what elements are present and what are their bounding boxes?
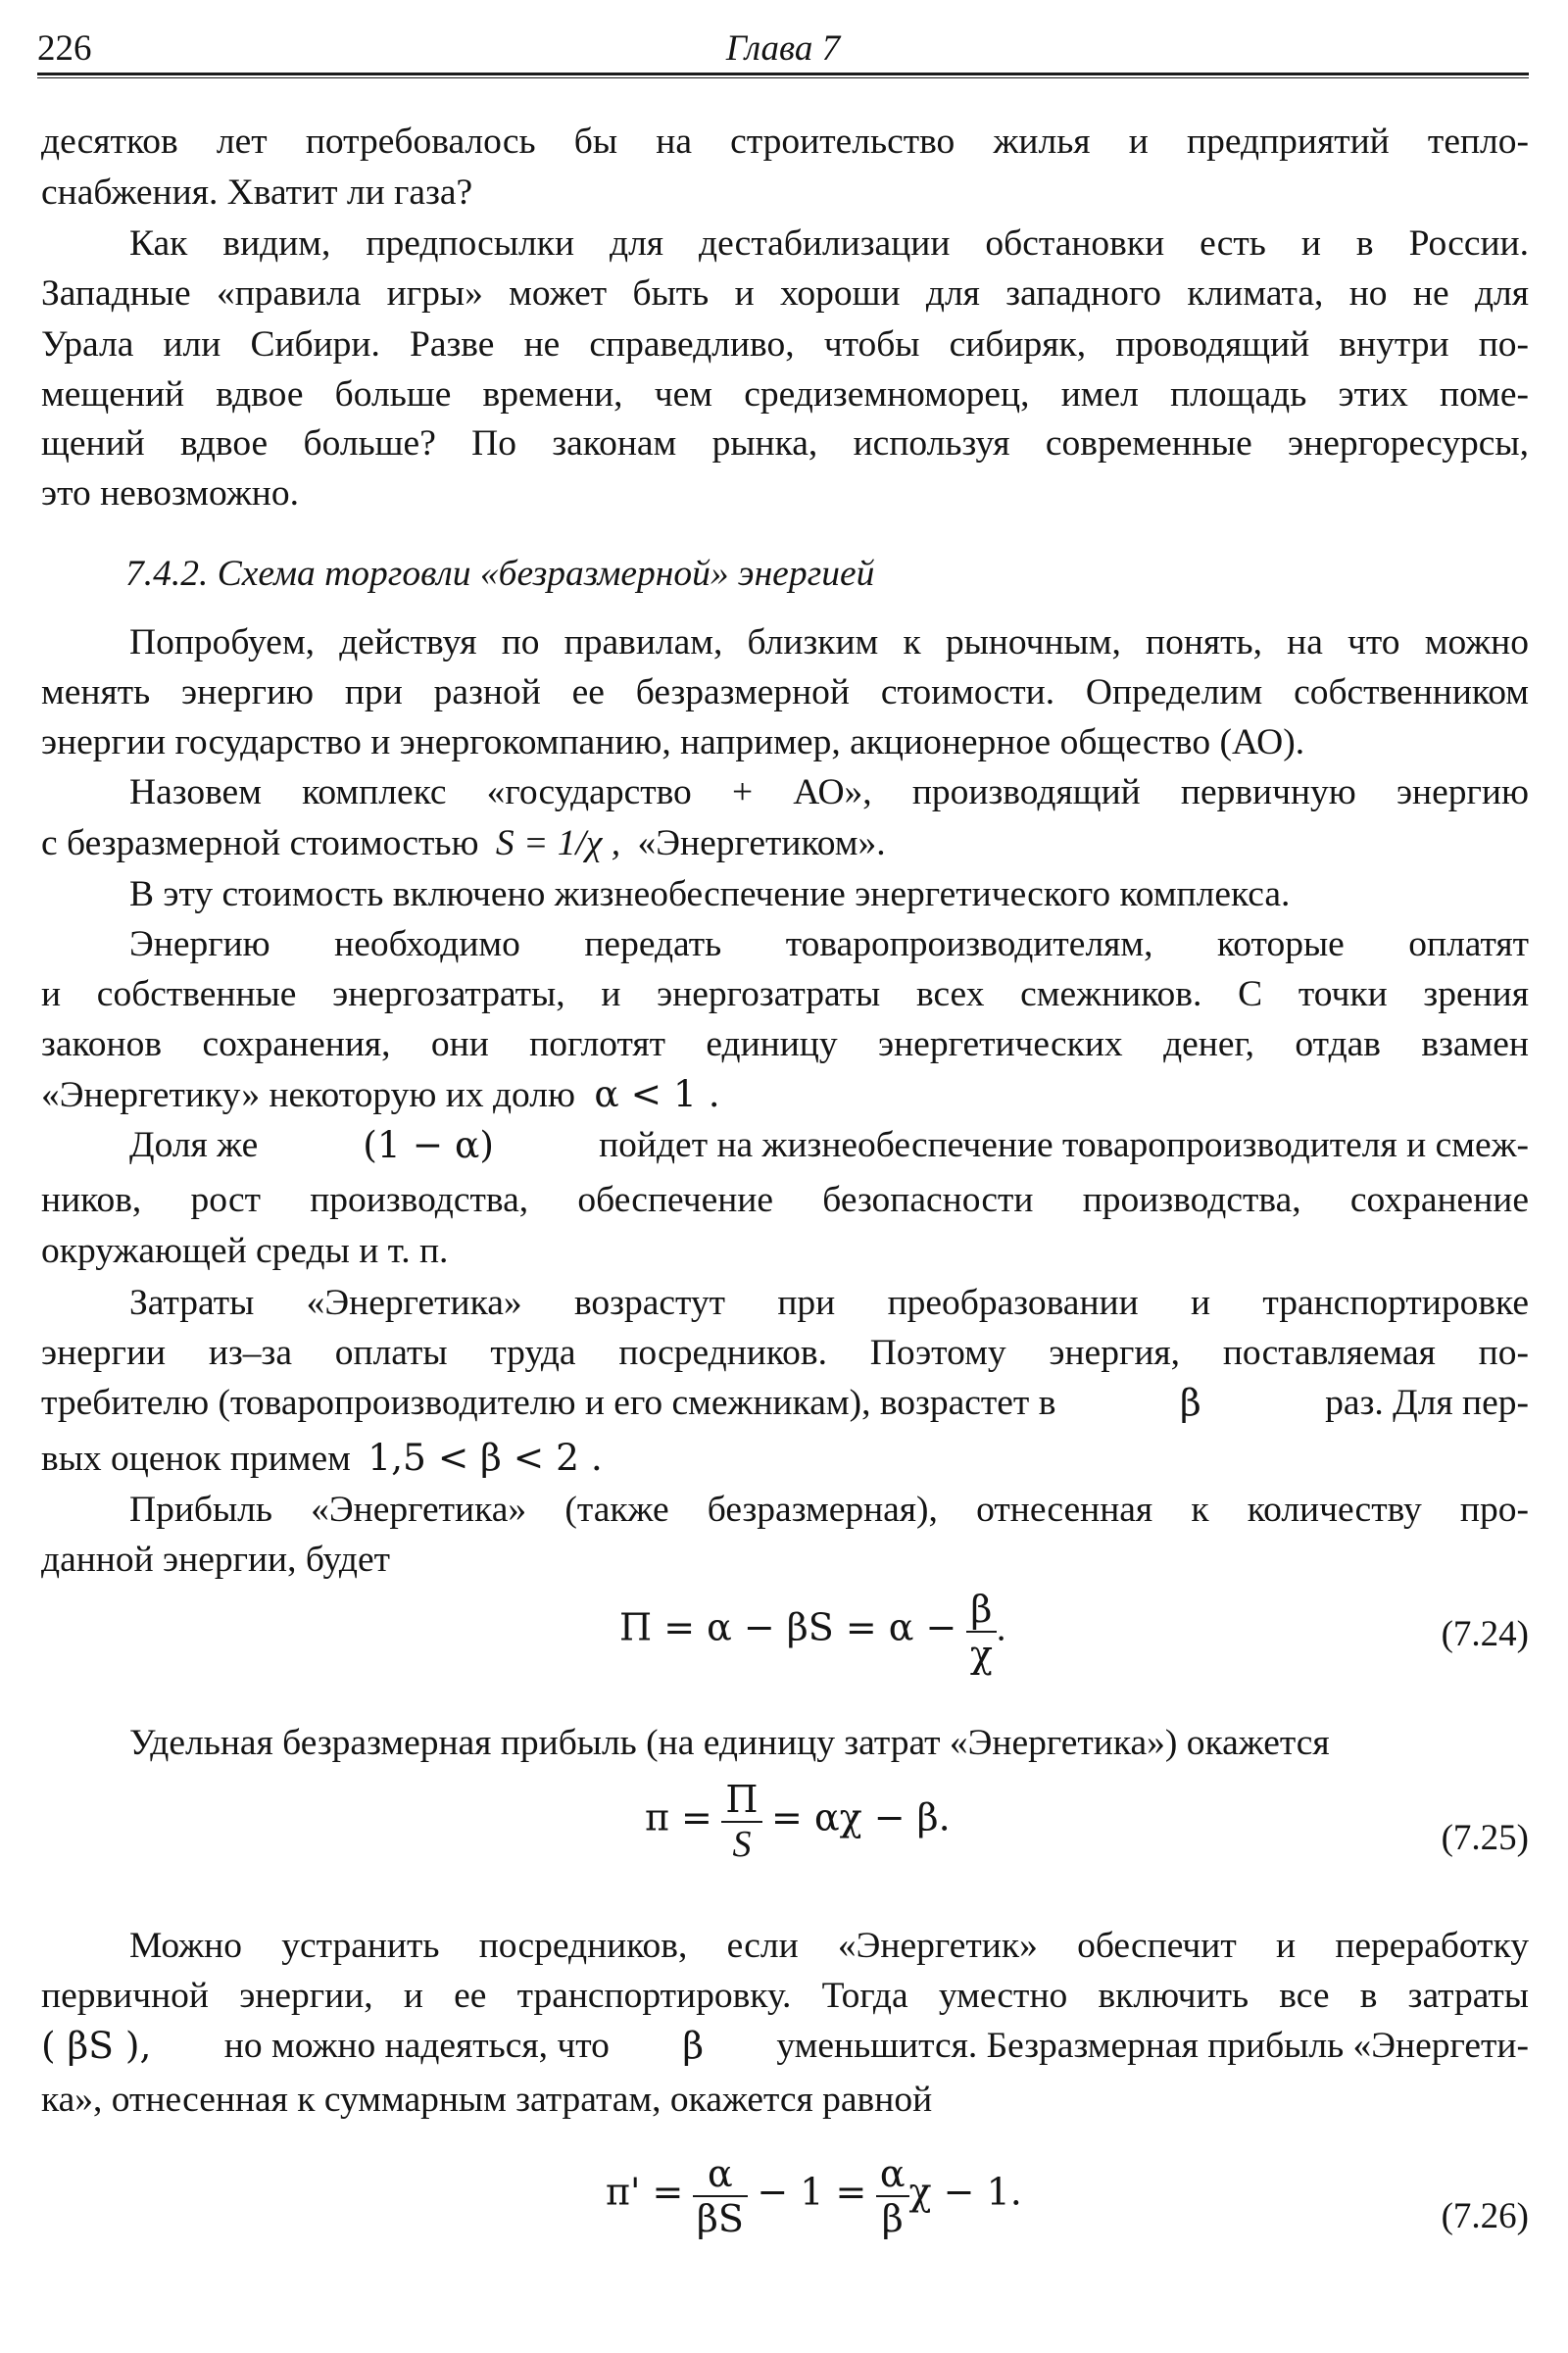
eq25-denominator: S	[732, 1824, 752, 1865]
text-line: и собственные энергозатраты, и энергозатраты всех смежников. С точки зрения	[41, 974, 1529, 1014]
text-line: Энергию необходимо передать товаропроизводителям, которые оплатят	[129, 924, 1529, 964]
text-line: менять энергию при разной ее безразмерной стоимости. Определим собственником	[41, 672, 1529, 712]
section-heading: 7.4.2. Схема торговли «безразмерной» энергией	[125, 554, 875, 594]
formula-beta-range: 1,5 < β < 2 .	[368, 1436, 603, 1479]
formula-beta-s: ( βS ),	[41, 2024, 152, 2067]
formula-beta: β	[1179, 1381, 1201, 1424]
text-line: Попробуем, действуя по правилам, близким к рыночным, понять, на что можно	[129, 622, 1529, 662]
equation-7-25	[645, 1778, 951, 1866]
text-line: энергии государство и энергокомпанию, например, акционерное общество (АО).	[41, 722, 1305, 762]
formula-one-minus-alpha: (1 − α)	[363, 1123, 495, 1166]
eq25-numerator: Π	[725, 1778, 759, 1821]
eq26-lhs: π' =	[606, 2170, 684, 2214]
equation-number-7-24: (7.24)	[1441, 1614, 1529, 1654]
header-rule	[37, 73, 1529, 75]
equation-number-7-25: (7.25)	[1441, 1818, 1529, 1858]
formula-beta-2: β	[682, 2024, 704, 2067]
text-line: Затраты «Энергетика» возрастут при преобразовании и транспортировке	[129, 1283, 1529, 1323]
text-line: Как видим, предпосылки для дестабилизации обстановки есть и в России.	[129, 223, 1529, 264]
eq24-denominator: χ	[969, 1633, 993, 1676]
text-span: с безразмерной стоимостью	[41, 823, 479, 863]
text-span: «Энергетику» некоторую их долю	[41, 1075, 576, 1115]
eq26-numerator-2: α	[879, 2152, 906, 2195]
text-line	[41, 1381, 1529, 1424]
page-number: 226	[37, 28, 92, 69]
text-span: Доля же	[129, 1125, 259, 1165]
text-span: уменьшится. Безразмерная прибыль «Энергети-	[776, 2026, 1529, 2066]
text-line: Западные «правила игры» может быть и хороши для западного климата, но не для	[41, 273, 1529, 314]
text-line: снабжения. Хватит ли газа?	[41, 172, 473, 213]
text-span: «Энергетиком».	[637, 823, 886, 863]
text-line: Прибыль «Энергетика» (также безразмерная), отнесенная к количеству про-	[129, 1490, 1529, 1530]
text-line: мещений вдвое больше времени, чем средиземноморец, имел площадь этих поме-	[41, 374, 1529, 415]
text-line: первичной энергии, и ее транспортировку. Тогда уместно включить все в затраты	[41, 1976, 1529, 2016]
eq26-denominator-1: βS	[696, 2197, 744, 2240]
text-span: пойдет на жизнеобеспечение товаропроизводителя и смеж-	[599, 1125, 1529, 1165]
text-line: энергии из–за оплаты труда посредников. Поэтому энергия, поставляемая по-	[41, 1333, 1529, 1373]
text-line: В эту стоимость включено жизнеобеспечение энергетического комплекса.	[129, 874, 1291, 914]
running-title: Глава 7	[725, 28, 841, 69]
text-line: законов сохранения, они поглотят единицу энергетических денег, отдав взамен	[41, 1024, 1529, 1064]
eq26-denominator-2: β	[881, 2197, 904, 2240]
text-line	[41, 825, 886, 862]
text-line: данной энергии, будет	[41, 1540, 391, 1580]
text-span: но можно надеяться, что	[223, 2026, 610, 2066]
equation-7-26	[606, 2152, 1022, 2240]
text-line: Назовем комплекс «государство + АО», производящий первичную энергию	[129, 772, 1529, 812]
eq24-tail: .	[996, 1607, 1006, 1649]
text-line: ка», отнесенная к суммарным затратам, окажется равной	[41, 2080, 933, 2120]
text-line	[41, 1436, 603, 1479]
text-line: это невозможно.	[41, 473, 299, 514]
text-line: ников, рост производства, обеспечение безопасности производства, сохранение	[41, 1180, 1529, 1220]
text-line	[129, 1123, 1529, 1166]
text-line: Можно устранить посредников, если «Энергетик» обеспечит и переработку	[129, 1926, 1529, 1966]
text-line: щений вдвое больше? По законам рынка, используя современные энергоресурсы,	[41, 423, 1529, 464]
text-line: Удельная безразмерная прибыль (на единицу затрат «Энергетика») окажется	[129, 1723, 1330, 1763]
equation-7-24	[619, 1588, 1005, 1676]
eq25-lhs: π =	[645, 1795, 712, 1839]
header-rule-thin	[37, 77, 1529, 78]
eq26-fraction-2	[876, 2152, 909, 2240]
equation-number-7-26: (7.26)	[1441, 2196, 1529, 2236]
eq26-numerator-1: α	[708, 2152, 733, 2195]
eq25-rhs: = αχ − β.	[771, 1795, 951, 1839]
text-span: требителю (товаропроизводителю и его смежникам), возрастет в	[41, 1383, 1056, 1423]
eq26-mid: − 1 =	[757, 2170, 867, 2214]
text-line: десятков лет потребовалось бы на строительство жилья и предприятий тепло-	[41, 122, 1529, 162]
eq25-fraction	[721, 1778, 761, 1866]
formula-alpha-less-one: α < 1 .	[594, 1072, 720, 1115]
text-span: раз. Для пер-	[1325, 1383, 1529, 1423]
text-line: окружающей среды и т. п.	[41, 1231, 449, 1271]
eq26-fraction-1	[693, 2152, 748, 2240]
text-span: вых оценок примем	[41, 1439, 351, 1479]
eq24-fraction	[966, 1588, 997, 1676]
page-header	[37, 25, 1529, 71]
text-line	[41, 2024, 1529, 2067]
eq24-lhs: Π = α − βS = α −	[619, 1605, 957, 1649]
formula-s-definition: S = 1/χ ,	[495, 823, 621, 863]
eq24-numerator: β	[970, 1588, 993, 1631]
text-line	[41, 1072, 720, 1115]
text-line: Урала или Сибири. Разве не справедливо, чтобы сибиряк, проводящий внутри по-	[41, 324, 1529, 365]
eq26-rhs: χ − 1.	[908, 2170, 1022, 2214]
